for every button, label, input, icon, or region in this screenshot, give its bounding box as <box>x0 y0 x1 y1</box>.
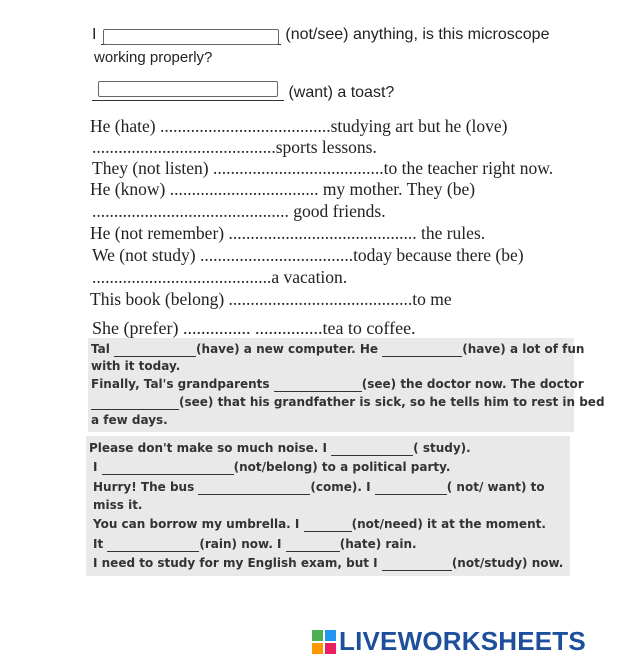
block2-text: (not/study) now. <box>451 556 564 570</box>
serif-line: ............................................. good friends. <box>92 201 386 221</box>
answer-line-2 <box>92 84 284 101</box>
block1-line-3 <box>91 377 584 392</box>
block2-line-7 <box>93 556 563 571</box>
blank-line <box>304 517 352 532</box>
serif-line: We (not study) ...................................today because there (be) <box>92 245 524 265</box>
serif-line: This book (belong) ..........................................to me <box>90 289 452 309</box>
block1-line-2: with it today. <box>91 359 181 373</box>
block2-line-3 <box>93 480 545 495</box>
sentence-1 <box>92 26 549 44</box>
blank-line <box>274 377 362 392</box>
logo-text: LIVEWORKSHEETS <box>339 626 586 656</box>
blank-line <box>107 537 199 552</box>
block1-text: Tal <box>91 342 110 356</box>
block1-text: (see) the doctor now. The doctor <box>361 377 584 391</box>
block2-text: (not/need) it at the moment. <box>351 517 546 531</box>
answer-input-1[interactable] <box>103 29 279 45</box>
block2-line-4: miss it. <box>93 498 143 512</box>
sentence-2 <box>92 84 394 102</box>
block1-text: (have) a lot of fun <box>462 342 585 356</box>
blank-line <box>382 342 462 357</box>
serif-line: He (hate) .......................................studying art but he (love) <box>90 116 508 136</box>
block1-line-5: a few days. <box>91 413 168 427</box>
sentence-2-suffix: (want) a toast? <box>288 84 395 101</box>
serif-line: They (not listen) .......................................to the teacher right now. <box>92 158 554 178</box>
answer-input-2[interactable] <box>98 81 278 97</box>
sentence-1-suffix: (not/see) anything, is this microscope <box>285 26 550 43</box>
block2-line-1 <box>89 441 471 456</box>
block1-line-4 <box>91 395 605 410</box>
serif-line: .........................................a vacation. <box>92 267 348 287</box>
block2-text: It <box>93 537 104 551</box>
answer-line-1 <box>101 28 281 45</box>
blank-line <box>375 480 447 495</box>
block2-text: (rain) now. I <box>199 537 282 551</box>
serif-line: He (know) .................................. my mother. They (be) <box>90 179 476 199</box>
serif-line: ..........................................sports lessons. <box>92 137 377 157</box>
blank-line <box>198 480 310 495</box>
block2-text: Hurry! The bus <box>93 480 195 494</box>
sentence-1-cont: working properly? <box>94 49 213 66</box>
block1-line-1 <box>91 342 584 357</box>
blank-line <box>102 460 234 475</box>
block2-text: I <box>93 460 98 474</box>
block2-text: ( not/ want) to <box>446 480 545 494</box>
block2-text: I need to study for my English exam, but I <box>93 556 378 570</box>
liveworksheets-logo <box>312 626 586 657</box>
liveworksheets-logo-icon <box>312 630 336 654</box>
block2-text: ( study). <box>413 441 471 455</box>
block2-line-6 <box>93 537 417 552</box>
block2-text: You can borrow my umbrella. I <box>93 517 300 531</box>
block1-text: (have) a new computer. He <box>196 342 379 356</box>
serif-line: She (prefer) ............... ...............tea to coffee. <box>92 318 416 338</box>
block2-text: (come). I <box>310 480 371 494</box>
block2-text: (hate) rain. <box>339 537 417 551</box>
blank-line <box>382 556 452 571</box>
block2-text: Please don't make so much noise. I <box>89 441 327 455</box>
blank-line <box>91 395 179 410</box>
blank-line <box>331 441 413 456</box>
block1-text: Finally, Tal's grandparents <box>91 377 270 391</box>
blank-line <box>286 537 340 552</box>
serif-line: He (not remember) ........................................... the rules. <box>90 223 486 243</box>
block2-line-2 <box>93 460 450 475</box>
sentence-1-prefix: I <box>92 26 97 43</box>
exercise-block-2 <box>86 436 570 576</box>
block2-line-5 <box>93 517 546 532</box>
blank-line <box>114 342 196 357</box>
block2-text: (not/belong) to a political party. <box>233 460 451 474</box>
block1-text: (see) that his grandfather is sick, so he tells him to rest in bed <box>179 395 605 409</box>
